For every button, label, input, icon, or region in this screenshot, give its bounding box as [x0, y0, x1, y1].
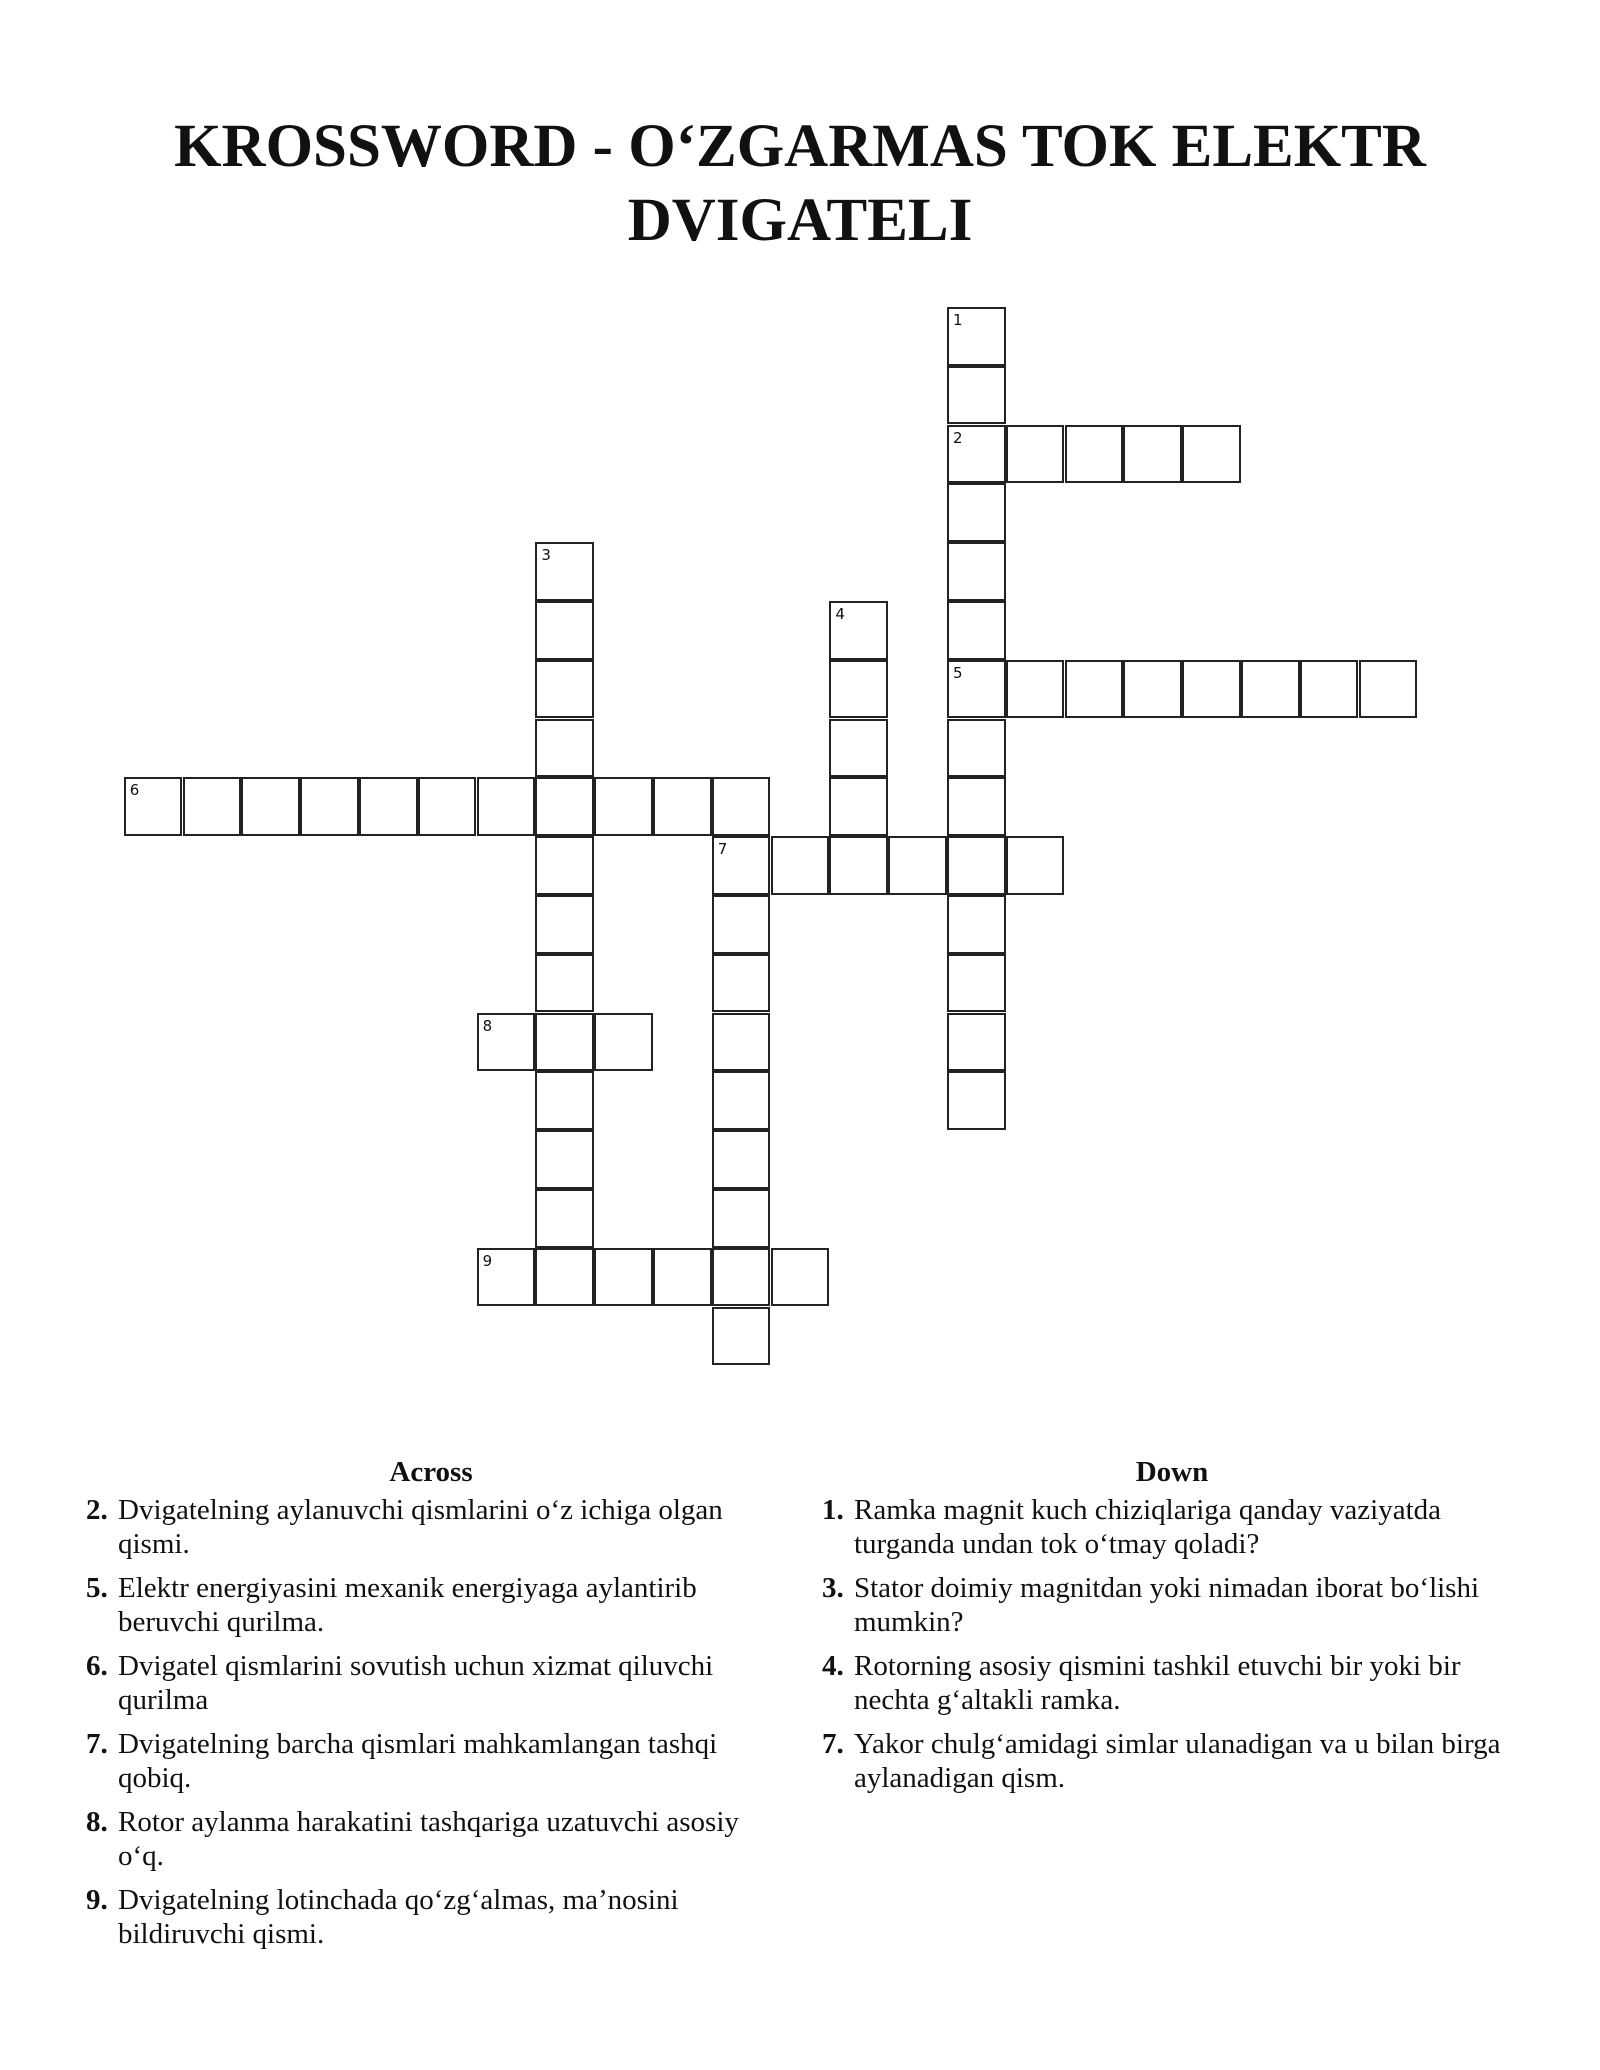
down-clues	[822, 1455, 1522, 1805]
crossword-cell[interactable]	[712, 1307, 771, 1366]
clue-number: 3	[541, 546, 551, 565]
crossword-cell[interactable]	[535, 660, 594, 719]
crossword-cell[interactable]	[1065, 425, 1124, 484]
crossword-cell[interactable]	[712, 954, 771, 1013]
clue-item	[86, 1805, 776, 1873]
crossword-cell[interactable]	[1182, 425, 1241, 484]
crossword-cell[interactable]	[1123, 425, 1182, 484]
clue-item-text: Ramka magnit kuch chiziqlariga qanday vaziyatda turganda undan tok o‘tmay qoladi?	[854, 1494, 1442, 1560]
clue-item-text: Rotorning asosiy qismini tashkil etuvchi bir yoki bir nechta g‘altakli ramka.	[854, 1650, 1461, 1716]
crossword-cell[interactable]	[712, 836, 771, 895]
crossword-cell[interactable]	[947, 895, 1006, 954]
clue-item	[822, 1571, 1522, 1639]
clue-item-number: 9.	[86, 1884, 108, 1916]
clue-item-number: 3.	[822, 1572, 844, 1604]
clue-item-number: 7.	[86, 1728, 108, 1760]
crossword-cell[interactable]	[477, 777, 536, 836]
clue-number: 2	[953, 428, 963, 447]
crossword-cell[interactable]	[712, 895, 771, 954]
clue-item-number: 2.	[86, 1494, 108, 1526]
crossword-cell[interactable]	[241, 777, 300, 836]
crossword-cell[interactable]	[712, 777, 771, 836]
crossword-cell[interactable]	[535, 777, 594, 836]
clue-item-number: 8.	[86, 1806, 108, 1838]
across-heading: Across	[389, 1456, 473, 1488]
crossword-cell[interactable]	[947, 601, 1006, 660]
crossword-cell[interactable]	[1300, 660, 1359, 719]
clue-number: 7	[717, 840, 728, 859]
crossword-cell[interactable]	[829, 719, 888, 778]
crossword-cell[interactable]	[535, 836, 594, 895]
crossword-cell[interactable]	[300, 777, 359, 836]
page-title: KROSSWORD - O‘ZGARMAS TOK ELEKTR DVIGATELI	[174, 113, 1426, 254]
crossword-cell[interactable]	[712, 1071, 771, 1130]
clue-item	[86, 1727, 776, 1795]
crossword-cell[interactable]	[535, 1130, 594, 1189]
crossword-cell[interactable]	[535, 719, 594, 778]
crossword-cell[interactable]	[535, 601, 594, 660]
crossword-cell[interactable]	[947, 660, 1006, 719]
crossword-cell[interactable]	[947, 1071, 1006, 1130]
crossword-cell[interactable]	[947, 1013, 1006, 1072]
crossword-cell[interactable]	[829, 660, 888, 719]
crossword-cell[interactable]	[1006, 836, 1065, 895]
clue-item	[86, 1649, 776, 1717]
crossword-cell[interactable]	[535, 1189, 594, 1248]
crossword-cell[interactable]	[771, 1248, 830, 1307]
clue-number: 5	[953, 663, 963, 682]
clue-item-text: Dvigatelning lotinchada qo‘zg‘almas, ma’nosini bildiruvchi qismi.	[118, 1884, 679, 1950]
crossword-cell[interactable]	[829, 777, 888, 836]
crossword-cell[interactable]	[947, 954, 1006, 1013]
crossword-cell[interactable]	[947, 307, 1006, 366]
clue-item-number: 5.	[86, 1572, 108, 1604]
crossword-cell[interactable]	[1241, 660, 1300, 719]
clue-item	[86, 1883, 776, 1951]
crossword-cell[interactable]	[535, 1248, 594, 1307]
across-clues	[86, 1455, 776, 1961]
crossword-cell[interactable]	[947, 719, 1006, 778]
crossword-cell[interactable]	[124, 777, 183, 836]
crossword-cell[interactable]	[888, 836, 947, 895]
clue-item-text: Dvigatelning aylanuvchi qismlarini o‘z ichiga olgan qismi.	[118, 1494, 723, 1560]
crossword-cell[interactable]	[594, 1013, 653, 1072]
clue-item-text: Rotor aylanma harakatini tashqariga uzatuvchi asosiy o‘q.	[118, 1806, 739, 1872]
crossword-cell[interactable]	[535, 542, 594, 601]
crossword-cell[interactable]	[829, 601, 888, 660]
crossword-cell[interactable]	[1182, 660, 1241, 719]
crossword-cell[interactable]	[947, 425, 1006, 484]
clue-number: 1	[953, 311, 963, 329]
across-clue-list	[86, 1493, 776, 1951]
crossword-cell[interactable]	[594, 1248, 653, 1307]
crossword-cell[interactable]	[183, 777, 242, 836]
clue-item	[86, 1571, 776, 1639]
clue-item-number: 7.	[822, 1728, 844, 1760]
crossword-cell[interactable]	[712, 1130, 771, 1189]
down-heading: Down	[1135, 1456, 1209, 1488]
clue-item-text: Stator doimiy magnitdan yoki nimadan iborat bo‘lishi mumkin?	[854, 1572, 1480, 1638]
crossword-cell[interactable]	[535, 1071, 594, 1130]
clue-item	[822, 1493, 1522, 1561]
crossword-cell[interactable]	[653, 1248, 712, 1307]
clue-item-text: Dvigatelning barcha qismlari mahkamlangan tashqi qobiq.	[118, 1728, 718, 1794]
crossword-cell[interactable]	[1123, 660, 1182, 719]
crossword-cell[interactable]	[947, 542, 1006, 601]
crossword-cell[interactable]	[477, 1248, 536, 1307]
crossword-cell[interactable]	[477, 1013, 536, 1072]
crossword-cell[interactable]	[1006, 660, 1065, 719]
crossword-cell[interactable]	[947, 366, 1006, 425]
crossword-cell[interactable]	[535, 895, 594, 954]
clue-number: 9	[482, 1251, 493, 1270]
clue-item-text: Elektr energiyasini mexanik energiyaga aylantirib beruvchi qurilma.	[118, 1572, 697, 1638]
crossword-cell[interactable]	[1359, 660, 1418, 719]
clue-item-number: 6.	[86, 1650, 108, 1682]
clue-number: 6	[129, 781, 140, 800]
crossword-cell[interactable]	[712, 1013, 771, 1072]
crossword-cell[interactable]	[359, 777, 418, 836]
crossword-cell[interactable]	[1065, 660, 1124, 719]
crossword-cell[interactable]	[594, 777, 653, 836]
crossword-cell[interactable]	[829, 836, 888, 895]
crossword-cell[interactable]	[947, 777, 1006, 836]
crossword-cell[interactable]	[535, 1013, 594, 1072]
crossword-cell[interactable]	[418, 777, 477, 836]
clue-item-text: Dvigatel qismlarini sovutish uchun xizmat qiluvchi qurilma	[118, 1650, 714, 1716]
clue-item-number: 1.	[822, 1494, 844, 1526]
crossword-cell[interactable]	[535, 954, 594, 1013]
crossword-cell[interactable]	[947, 836, 1006, 895]
down-clue-list	[822, 1493, 1522, 1795]
clue-item-text: Yakor chulg‘amidagi simlar ulanadigan va u bilan birga aylanadigan qism.	[854, 1728, 1501, 1794]
clue-item-number: 4.	[822, 1650, 844, 1682]
crossword-cell[interactable]	[653, 777, 712, 836]
clue-item	[822, 1727, 1522, 1795]
clue-item	[86, 1493, 776, 1561]
crossword-cell[interactable]	[771, 836, 830, 895]
crossword-cell[interactable]	[1006, 425, 1065, 484]
crossword-cell[interactable]	[712, 1248, 771, 1307]
clue-item	[822, 1649, 1522, 1717]
clue-number: 8	[482, 1016, 493, 1035]
crossword-cell[interactable]	[947, 483, 1006, 542]
clue-number: 4	[835, 605, 845, 623]
crossword-cell[interactable]	[712, 1189, 771, 1248]
